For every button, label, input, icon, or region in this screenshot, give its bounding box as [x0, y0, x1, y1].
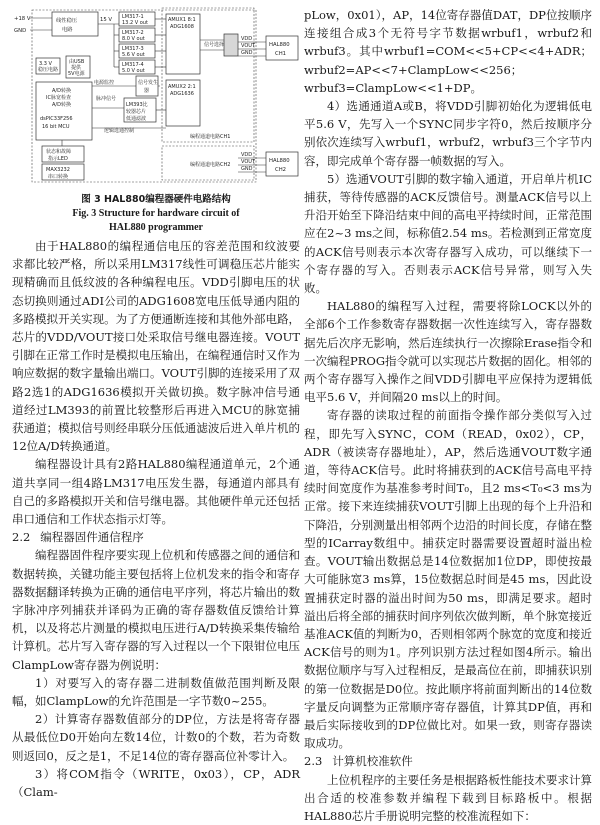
- body-paragraph: 编程器设计具有2路HAL880编程通道单元，2个通道共享同一组4路LM317电压发生器，每通道内部具有自己的多路模拟开关和信号继电器。其他硬件单元还包括串口通信和工作状态指示灯等。: [12, 457, 300, 527]
- ad-label-1: A/D转换: [52, 88, 71, 94]
- usb-label-1: 由USB: [69, 59, 85, 65]
- amux1-label: AMUX1 8:1: [168, 17, 196, 23]
- section-heading-2-3: [304, 752, 592, 770]
- linear-regulator-label: 线性稳压: [56, 18, 78, 24]
- ch1-gnd-label: GND: [241, 50, 253, 56]
- circuit-diagram: [12, 6, 300, 189]
- body-paragraph: 编程器固件程序要实现上位机和传感器之间的通信和数据转换，关键功能主要包括将上位机发来的指令和寄存器数据翻译转换为正确的通信电平序列，将芯片输出的数字脉冲序列捕获并译码为正确的寄存器数值反馈给计算机，以及将芯片测量的模拟电压进行A/D转换采集传输给计算机。芯片写入寄存器的写入过程以一个下限钳位电压ClampLow寄存器为例说明：: [12, 548, 300, 672]
- figure-caption-en-1: Fig. 3 Structure for hardware circuit of: [72, 208, 240, 219]
- v15-label: 15 V: [100, 17, 113, 23]
- body-paragraph: pLow，0x01），AP，14位寄存器值DAT，DP位按顺序连接组合成3个无符号字节数据wrbuf1，wrbuf2和wrbuf3。其中wrbuf1=COM<<5+CP<<4+ADR；wrbuf2=AP<<7+ClampLow<<256；wrbuf3=ClampLow<<1+DP。: [304, 8, 592, 95]
- body-paragraph: 上位机程序的主要任务是根据路板性能技术要求计算出合适的校准参数并编程下载到目标路板中。根据HAL880芯片手册说明完整的校准流程如下：: [304, 772, 592, 823]
- lowpass-label: 低通滤波: [126, 116, 147, 122]
- list-step: 3）将COM指令（WRITE，0x03），CP，ADR（Clam-: [12, 766, 300, 800]
- mcu-part-label: dsPIC33F256: [40, 116, 73, 122]
- usb-label-2: 提供: [71, 65, 82, 71]
- body-paragraph: 寄存器的读取过程的前面指令操作部分类似写入过程，即先写入SYNC，COM（READ，0x02），CP，ADR（被读寄存器地址），AP，然后选通VOUT数字通道，等待ACK信号。此时将捕获到的ACK信号高电平持续时间宽度作为基准参考时间T₀，且2 ms<T₀<3 ms为正常。接下来连续捕获VOUT引脚上出现的每个上升沿和下降沿，分别测量出相邻两个边沿的时间长度，存储在整型的ICarray数组中。捕获定时器需要设置超时溢出检查。VOUT输出数据总是14位数据加1位DP，即使按最大可能脉宽3 ms算，15位数据总时间是45 ms，因此设置捕获定时器的溢出时间为50 ms，即满足要求。超时溢出后将全部的捕获时间序列依次做判断，单个脉宽接近基准ACK值的判断为0，否则相邻两个脉宽的宽度和接近ACK信号的则为1。序列识别方法过程如图4所示。输出数据位顺序与写入过程相反，是最高位在前，即捕获识别的第一位数据是D0位。按此顺序将前面判断出的14位数字量反向调整为正常顺序寄存器值，计算其DP值，再和最后实际接收到的DP位做比对。如果一致，则寄存器读取成功。: [304, 408, 592, 751]
- ad-label-2: IC脉宽检查: [46, 95, 71, 101]
- right-column: [304, 6, 592, 825]
- body-paragraph: HAL880的编程写入过程，需要将除LOCK以外的全部6个工作参数寄存器数据一次性连续写入，寄存器数据先后次序无影响，然后连续执行一次擦除Erase指令和一次编程PROG指令就可以实现芯片数据的固化。相邻的两个寄存器写入操作之间VDD引脚电平应保持为逻辑低电平5.6 V，并间隔20 ms以上的时间。: [304, 299, 593, 405]
- max3232-label: MAX3232: [46, 167, 70, 173]
- list-step: 2）计算寄存器数值部分的DP位，方法是将寄存器从最低位D0开始向左数14位，计数0的个数，若为奇数则返回0，反之是1，不足14位的寄存器高位补零计入。: [12, 712, 300, 763]
- ch1-vout-label: VOUT: [241, 43, 255, 49]
- v33-label: 3.3 V: [39, 61, 52, 67]
- channel2-label: 编程通道电路CH2: [190, 162, 231, 168]
- generator-label-1: 信号发生: [138, 80, 159, 86]
- amux2-label: AMUX2 2:1: [168, 84, 196, 90]
- lm317-4-voltage: 5.0 V out: [122, 68, 145, 74]
- comparator-label-2: 较器芯片: [126, 109, 147, 115]
- figure-caption: [12, 193, 300, 235]
- signal-select-label: 信号选择: [204, 42, 225, 48]
- hal880-ch2-channel: CH2: [275, 167, 287, 173]
- ch2-vout-label: VOUT: [241, 159, 255, 165]
- lm317-2-label: LM317-2: [122, 30, 144, 36]
- gnd-input-label: GND: [14, 28, 27, 34]
- hal880-ch2-label: HAL880: [269, 158, 290, 164]
- section-number: 2.3: [304, 754, 323, 769]
- generator-label-2: 器: [144, 88, 150, 94]
- list-step: 5）选通VOUT引脚的数字输入通道，开启单片机IC捕获，等待传感器的ACK反馈信号。测量ACK信号以上升沿开始至下降沿结束中间的高电平持续时间，正常范围应在2~3 ms之间，标称值2.54 ms。若检测到正常宽度的ACK信号则表示本次寄存器写入成功，可以继续下一个寄存器的写入。否则表示ACK信号异常，则写入失败。: [304, 171, 592, 296]
- lm317-2-voltage: 8.0 V out: [122, 36, 145, 42]
- left-column: [12, 6, 300, 801]
- mcu-bits-label: 16 bit MCU: [42, 124, 70, 130]
- figure-caption-cn: 图 3 HAL880编程器硬件电路结构: [81, 194, 231, 205]
- amux1-part: ADG1608: [170, 24, 194, 30]
- ch1-vdd-label: VDD: [241, 36, 253, 42]
- section-heading-2-2: [12, 528, 300, 546]
- v18-label: +18 V: [14, 16, 31, 22]
- comparator-label-1: LM393比: [126, 102, 148, 108]
- section-title: 编程器固件通信程序: [40, 530, 144, 545]
- serial-convert-label: 串口转换: [48, 174, 69, 180]
- v33-sub-label: 稳压电路: [38, 67, 59, 73]
- circuit-label: 电路: [62, 27, 73, 33]
- ch2-gnd-label: GND: [241, 166, 253, 172]
- amux2-part: ADG1636: [170, 91, 194, 97]
- led-label-2: 指示LED: [48, 156, 68, 162]
- hardware-circuit-figure: [12, 6, 300, 189]
- logic-control-label: 逻辑选通控制: [104, 128, 135, 134]
- relay1-block: [224, 34, 238, 56]
- channel1-label: 编程通道电路CH1: [190, 134, 231, 140]
- ch2-vdd-label: VDD: [241, 152, 253, 158]
- amux1-block: [166, 14, 200, 74]
- pulse-signal-label: 脉冲信号: [96, 96, 117, 102]
- lm317-1-voltage: 13.2 V out: [122, 20, 148, 26]
- usb-label-3: 5V电源: [68, 71, 85, 77]
- lm317-3-label: LM317-3: [122, 46, 144, 52]
- ad-label-3: A/D转换: [52, 102, 71, 108]
- figure-caption-en-2: HAL880 programmer: [109, 222, 203, 233]
- lm317-1-label: LM317-1: [122, 14, 144, 20]
- lm317-3-voltage: 5.6 V out: [122, 52, 145, 58]
- hal880-ch1-label: HAL880: [269, 42, 290, 48]
- section-number: 2.2: [12, 530, 31, 545]
- lm317-4-label: LM317-4: [122, 62, 144, 68]
- power-monitor-label: 电源监控: [94, 80, 115, 86]
- led-label-1: 状态和故障: [46, 149, 72, 155]
- hal880-ch1-channel: CH1: [275, 51, 287, 57]
- list-step: 4）选通通道A或B，将VDD引脚初始化为逻辑低电平5.6 V，先写入一个SYNC同步字符0，然后按顺序分别依次连续写入wrbuf1，wrbuf2，wrbuf3三个字节内容，即完成单个寄存器一帧数据的写入。: [304, 99, 592, 168]
- linear-regulator-block: [52, 12, 98, 36]
- section-title: 计算机校准软件: [332, 754, 413, 769]
- body-paragraph: 由于HAL880的编程通信电压的容差范围和纹波要求都比较严格，所以采用LM317线性可调稳压芯片能实现精确而且低纹波的各种编程电压。VDD引脚电压的状态切换则通过ADI公司的ADG1608宽电压低导通内阻的多路模拟开关实现。为了方便通断连接和其他外部电路，芯片的VDD/VOUT接口处采取信号继电器连接。VOUT引脚在正常工作时是模拟电压输出，在编程通信时又作为响应数据的数字量输出端口。VOUT引脚的连接采用了双路2选1的ADG1636模拟开关做切换。数字脉冲信号通道经过LM393的前置比较整形后再进入MCU的脉宽捕获通道；模拟信号则经串联分压低通滤波后进入单片机的12位A/D转换通道。: [12, 239, 300, 454]
- list-step: 1）对要写入的寄存器二进制数值做范围判断及限幅，如ClampLow的允许范围是一字节数0~255。: [12, 675, 300, 709]
